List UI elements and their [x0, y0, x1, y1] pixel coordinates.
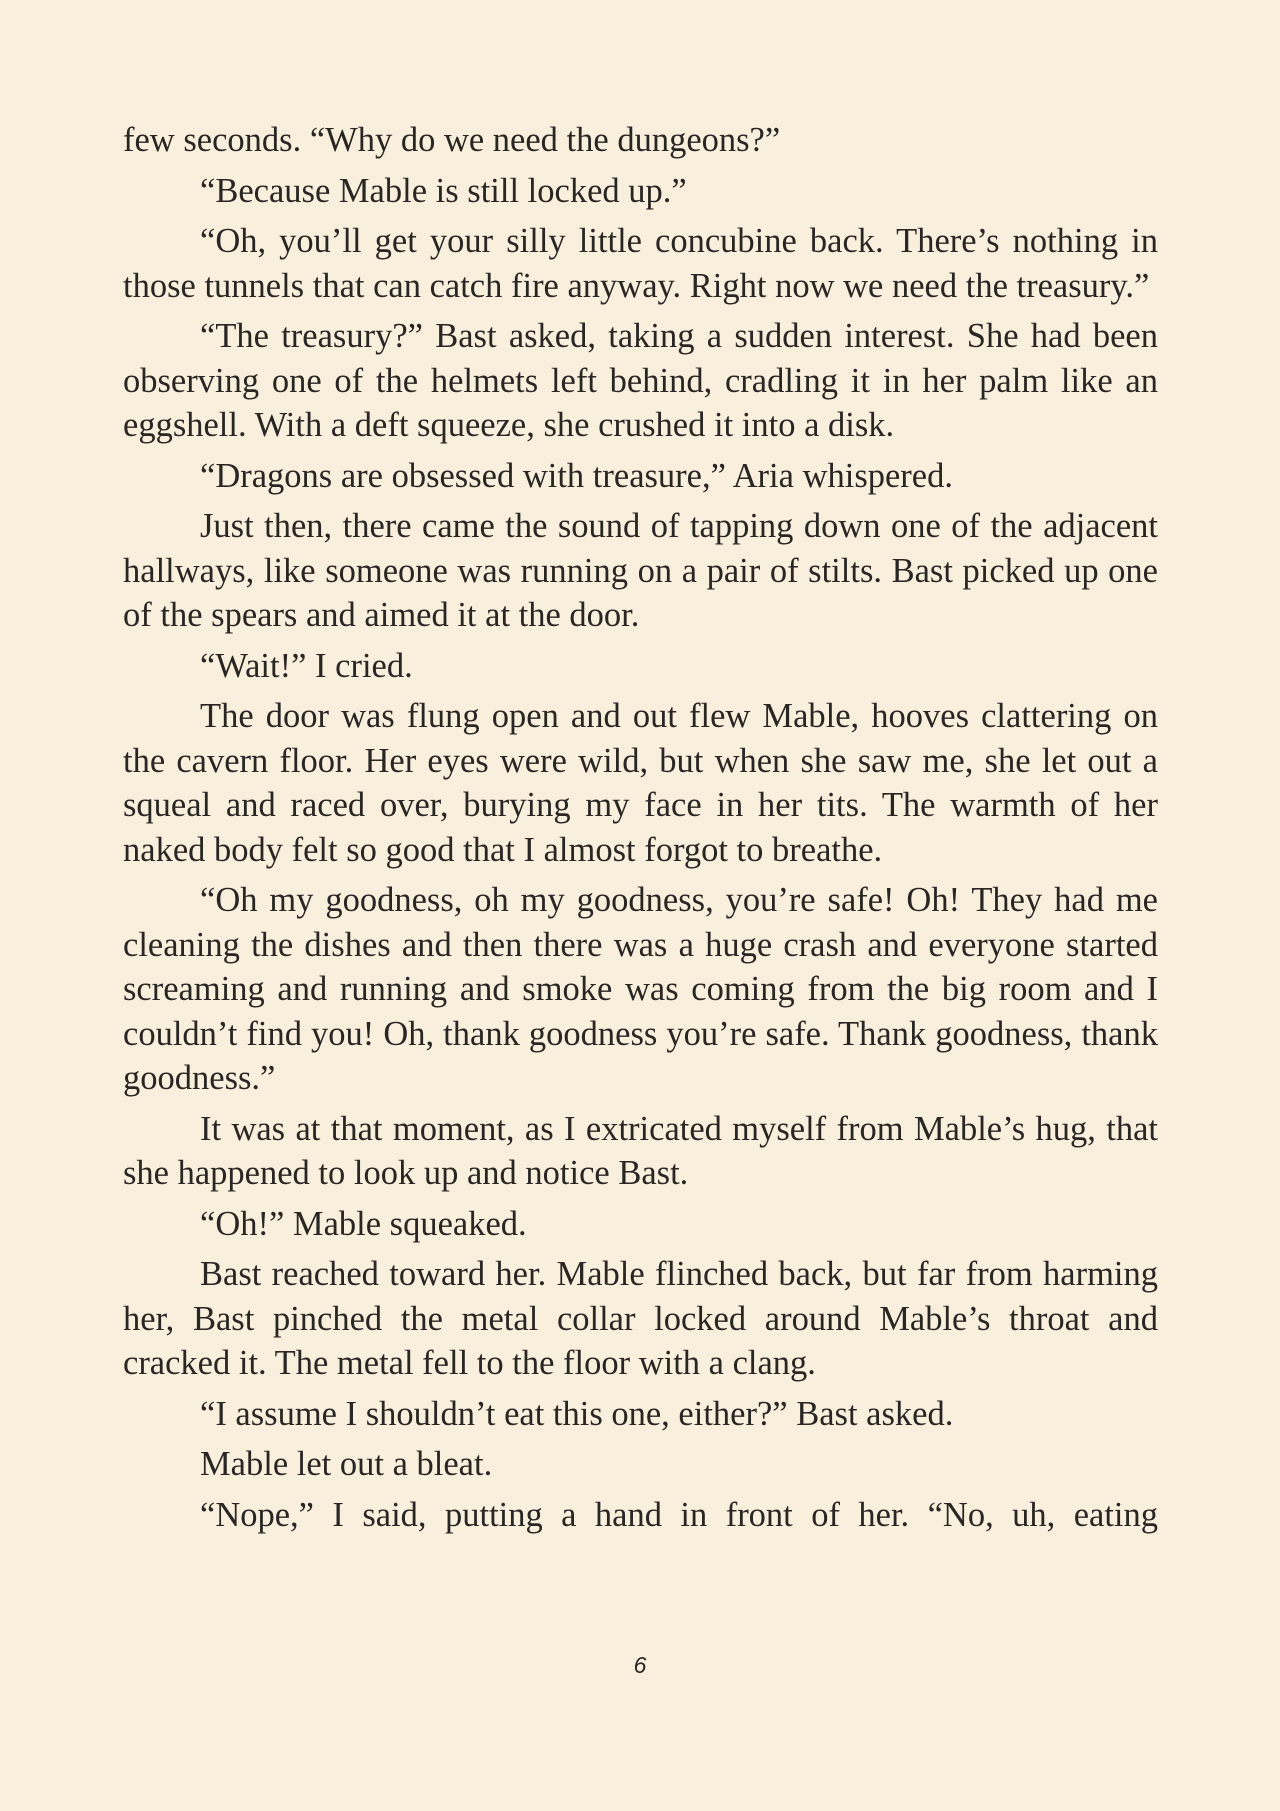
- paragraph: “Oh my goodness, oh my goodness, you’re safe! Oh! They had me cleaning the dishes and then there was a huge crash and everyone started screaming and running and smoke was coming from the big room and I couldn’t find you! Oh, thank goodness you’re safe. Thank goodness, thank goodness.”: [123, 881, 1158, 1097]
- paragraph: “I assume I shouldn’t eat this one, either?” Bast asked.: [200, 1394, 954, 1433]
- paragraph: “Oh!” Mable squeaked.: [200, 1204, 527, 1243]
- page-number: 6: [633, 1652, 647, 1678]
- paragraph: “Because Mable is still locked up.”: [200, 171, 687, 210]
- paragraph: “The treasury?” Bast asked, taking a sudden interest. She had been observing one of the helmets left behind, cradling it in her palm like an eggshell. With a deft squeeze, she crushed it into a disk.: [123, 317, 1158, 444]
- body-text: [123, 118, 1158, 1543]
- paragraph: “Oh, you’ll get your silly little concubine back. There’s nothing in those tunnels that can catch fire anyway. Right now we need the treasury.”: [123, 222, 1158, 305]
- paragraph: Mable let out a bleat.: [200, 1445, 493, 1483]
- paragraph: “Dragons are obsessed with treasure,” Aria whispered.: [200, 456, 953, 495]
- paragraph: Just then, there came the sound of tapping down one of the adjacent hallways, like someone was running on a pair of stilts. Bast picked up one of the spears and aimed it at the door.: [123, 507, 1158, 634]
- paragraph: “Nope,” I said, putting a hand in front of her. “No, uh, eating: [200, 1495, 1158, 1534]
- paragraph: It was at that moment, as I extricated myself from Mable’s hug, that she happened to look up and notice Bast.: [123, 1109, 1158, 1192]
- paragraph: few seconds. “Why do we need the dungeons?”: [123, 121, 781, 159]
- paragraph: Bast reached toward her. Mable flinched back, but far from harming her, Bast pinched the metal collar locked around Mable’s throat and cracked it. The metal fell to the floor with a clang.: [123, 1255, 1158, 1382]
- paragraph: “Wait!” I cried.: [200, 646, 413, 685]
- paragraph: The door was flung open and out flew Mable, hooves clattering on the cavern floor. Her eyes were wild, but when she saw me, she let out a squeal and raced over, burying my face in her tits. The warmth of her naked body felt so good that I almost forgot to breathe.: [123, 697, 1158, 869]
